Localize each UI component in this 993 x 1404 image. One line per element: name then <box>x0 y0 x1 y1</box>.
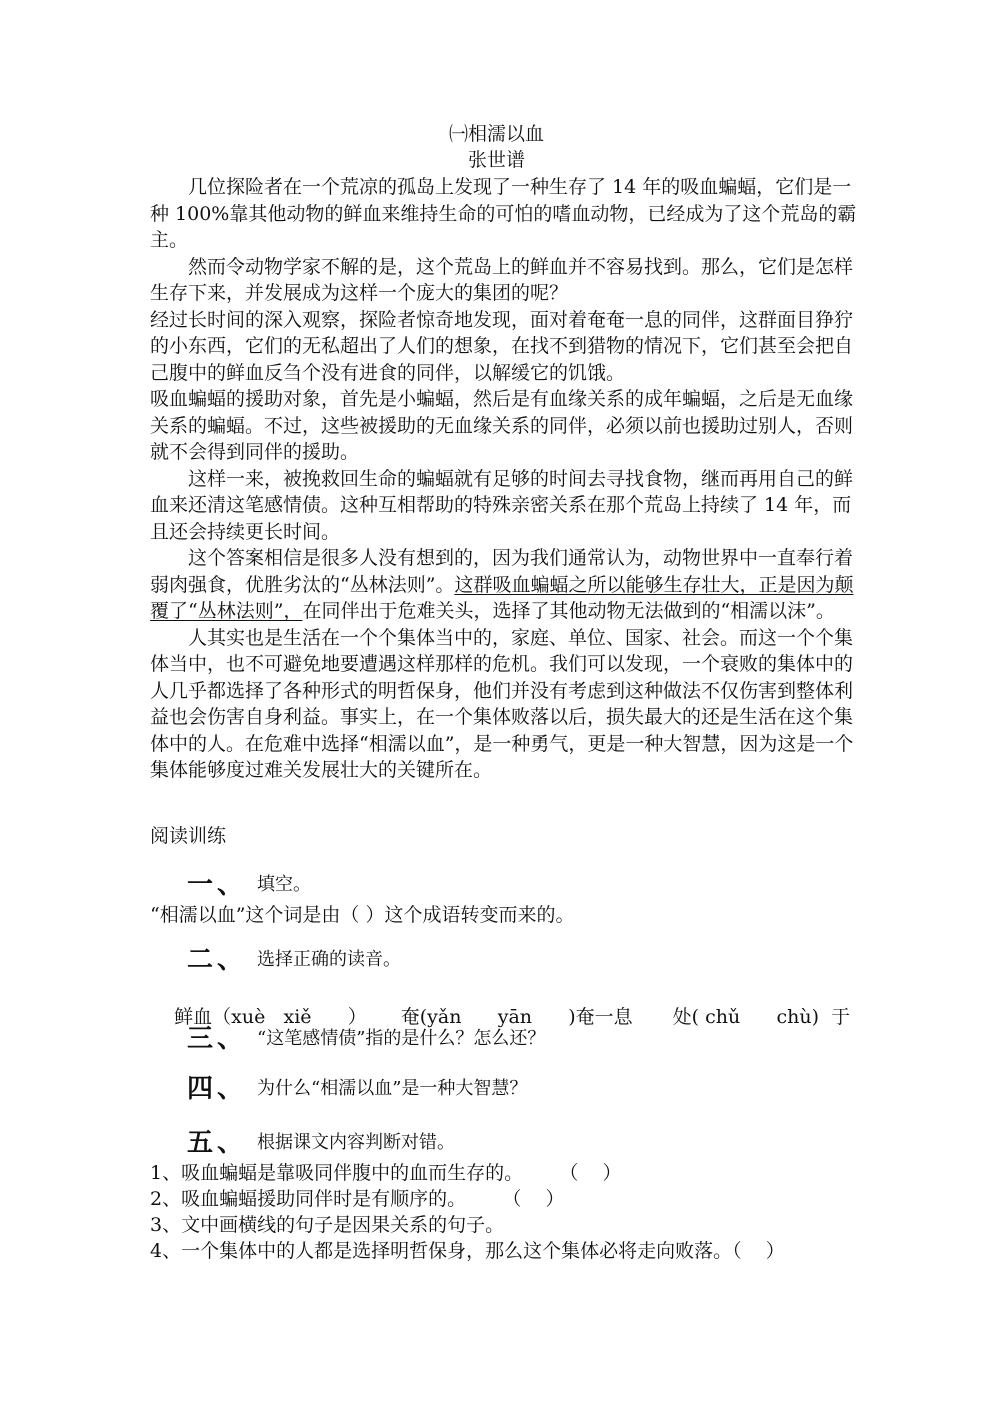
question-2-number: 二、 <box>187 945 248 975</box>
paragraph-6 <box>150 545 862 625</box>
paragraph-3: 经过长时间的深入观察，探险者惊奇地发现，面对着奄奄一息的同伴，这群面目狰狞的小东西，它们的无私超出了人们的想象，在找不到猎物的情况下，它们甚至会把自己腹中的鲜血反刍个没有进食的同伴，以解缓它的饥饿。 <box>150 308 854 384</box>
judge-item-3: 3、文中画横线的句子是因果关系的句子。 <box>150 1214 505 1236</box>
underlined-sentence: 这群吸血蝙蝠之所以能够生存壮大，正是因为颠覆了“丛林法则”， <box>150 573 854 622</box>
article-title: ㈠相濡以血 <box>448 123 544 145</box>
question-1-text: 填空。 <box>257 874 311 895</box>
paragraph-6-text-b: 在同伴出于危难关头，选择了其他动物无法做到的“相濡以沫”。 <box>302 600 835 622</box>
question-2-text: 选择正确的读音。 <box>257 949 401 970</box>
question-1-fill-line: “相濡以血”这个词是由（ ）这个成语转变而来的。 <box>150 904 575 926</box>
paragraph-7: 人其实也是生活在一个个集体当中的，家庭、单位、国家、社会。而这一个个集体当中，也不可避免地要遭遇这样那样的危机。我们可以发现，一个衰败的集体中的人几乎都选择了各种形式的明哲保身，他们并没有考虑到这种做法不仅伤害到整体利益也会伤害自身利益。事实上，在一个集体败落以后，损失最大的还是生活在这个集体中的人。在危难中选择“相濡以血”，是一种勇气，更是一种大智慧，因为这是一个集体能够度过难关发展壮大的关键所在。 <box>150 626 854 781</box>
question-2 <box>187 939 401 976</box>
question-4-text: 为什么“相濡以血”是一种大智慧？ <box>257 1078 528 1099</box>
judge-item-2: 2、吸血蝙蝠援助同伴时是有顺序的。 （ ） <box>150 1188 565 1210</box>
exercise-heading: 阅读训练 <box>150 825 227 847</box>
paragraph-2: 然而令动物学家不解的是，这个荒岛上的鲜血并不容易找到。那么，它们是怎样生存下来，并发展成为这样一个庞大的集团的呢？ <box>150 255 854 304</box>
judge-item-1: 1、吸血蝙蝠是靠吸同伴腹中的血而生存的。 （ ） <box>150 1162 622 1184</box>
question-4 <box>187 1068 528 1105</box>
question-5-number: 五、 <box>187 1128 248 1158</box>
question-5-text: 根据课文内容判断对错。 <box>257 1132 455 1153</box>
question-3 <box>187 1018 546 1055</box>
question-1 <box>187 864 311 901</box>
option-yan-yan: 奄(yǎn yān )奄一息 <box>400 1006 633 1028</box>
question-5 <box>187 1122 455 1159</box>
paragraph-6-text-a: 这个答案相信是很多人没有想到的，因为我们通常认为，动物世界中一直奉行着弱肉强食，优胜劣汰的“丛林法则”。 <box>150 547 854 596</box>
paragraph-1: 几位探险者在一个荒凉的孤岛上发现了一种生存了 14 年的吸血蝙蝠，它们是一种 100%靠其他动物的鲜血来维持生命的可怕的嗜血动物，已经成为了这个荒岛的霸主。 <box>150 176 857 251</box>
option-xian-xue: 鲜血（xuè xiě ） <box>174 1006 367 1028</box>
paragraph-5: 这样一来，被挽救回生命的蝙蝠就有足够的时间去寻找食物，继而再用自己的鲜血来还清这笔感情债。这种互相帮助的特殊亲密关系在那个荒岛上持续了 14 年，而且还会持续更长时间。 <box>150 467 854 543</box>
question-4-number: 四、 <box>187 1074 248 1104</box>
question-3-text: “这笔感情债”指的是什么？怎么还？ <box>257 1028 546 1049</box>
option-chu-chu: 处( chǔ chù) 于 <box>672 1006 851 1028</box>
article-author: 张世谱 <box>467 149 525 171</box>
judge-item-4: 4、一个集体中的人都是选择明哲保身，那么这个集体必将走向败落。（ ） <box>150 1240 785 1262</box>
paragraph-4: 吸血蝙蝠的援助对象，首先是小蝙蝠，然后是有血缘关系的成年蝙蝠，之后是无血缘关系的蝙蝠。不过，这些被援助的无血缘关系的同伴，必须以前也援助过别人，否则就不会得到同伴的援助。 <box>150 388 854 463</box>
question-1-number: 一、 <box>187 870 248 900</box>
question-3-number: 三、 <box>187 1024 248 1054</box>
article-body <box>150 174 862 784</box>
